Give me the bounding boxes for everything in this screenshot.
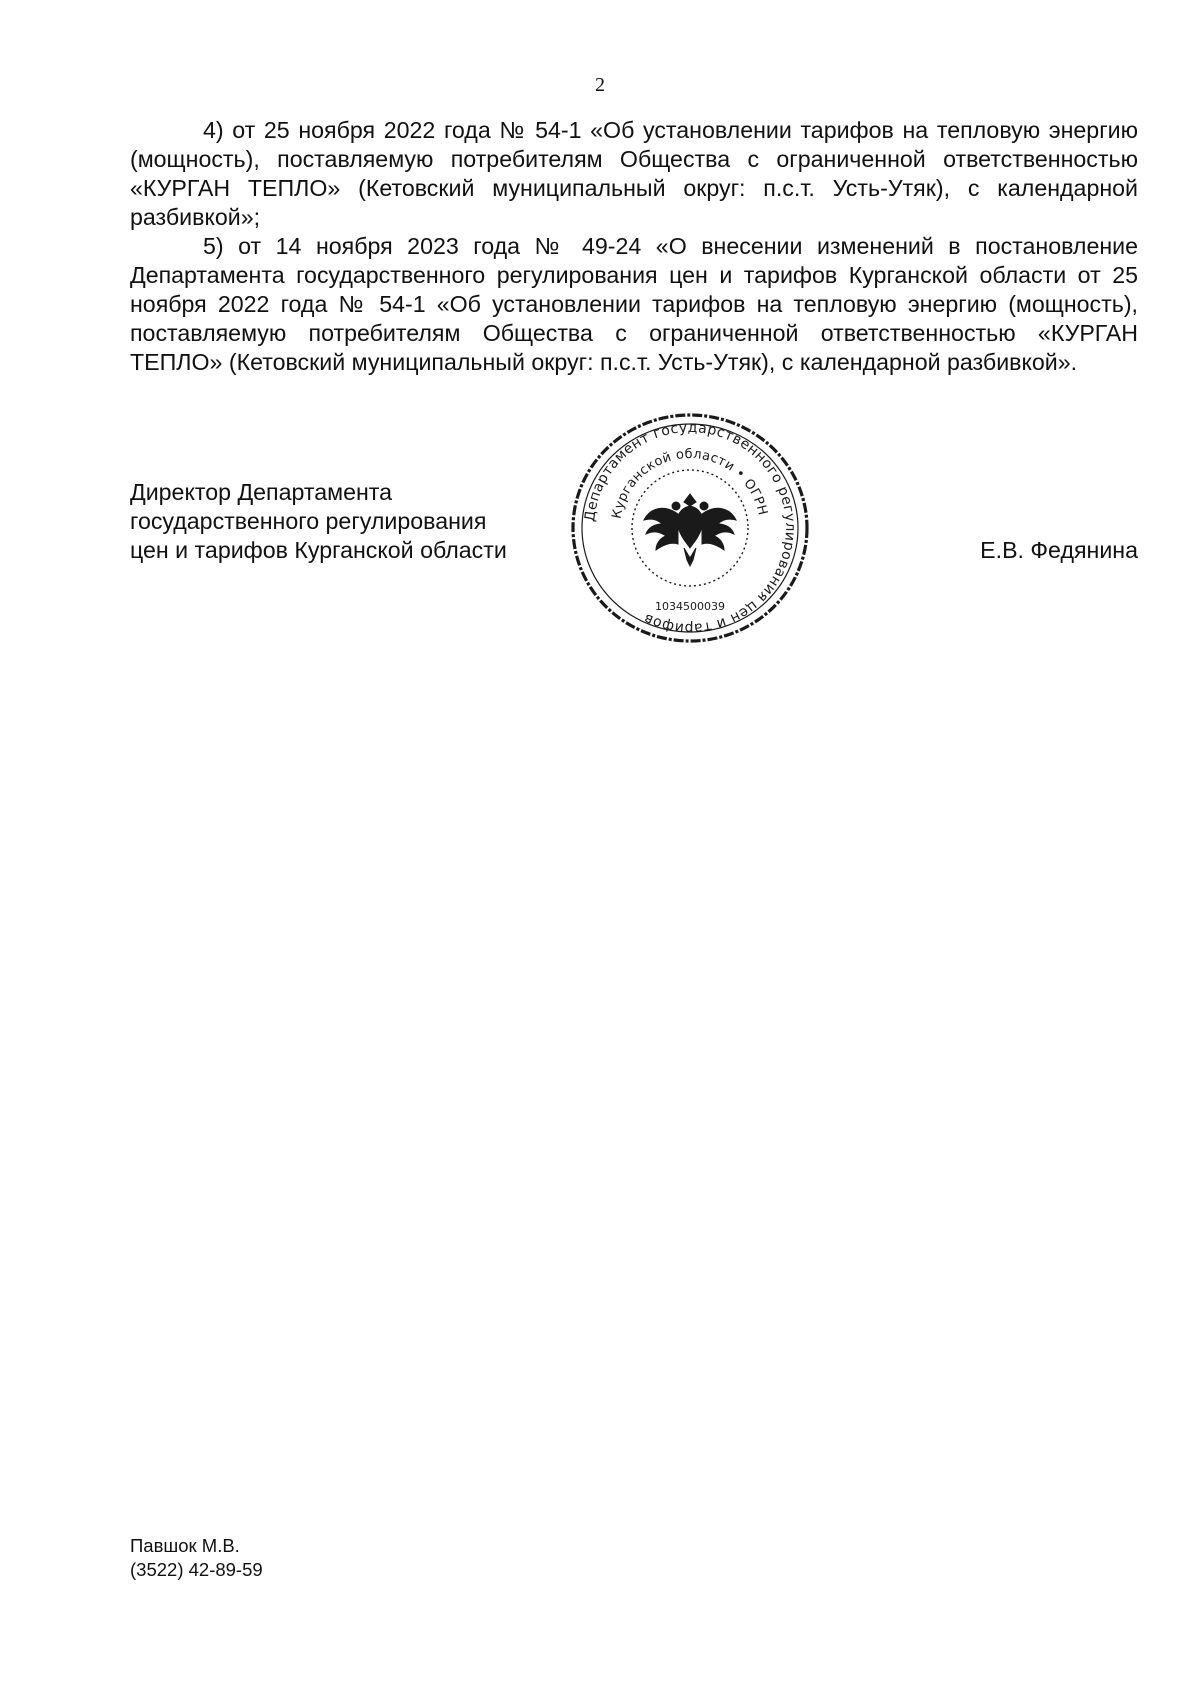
seal-inner-text: Курганской области • ОГРН: [609, 446, 770, 520]
official-seal: [568, 410, 812, 646]
position-line: цен и тарифов Курганской области: [130, 537, 507, 563]
document-body: [130, 116, 1138, 377]
executor-name: Павшок М.В.: [130, 1535, 240, 1556]
signatory-name: Е.В. Федянина: [980, 537, 1138, 563]
position-line: государственного регулирования: [130, 508, 487, 534]
paragraph-item-5: 5) от 14 ноября 2023 года № 49-24 «О внесении изменений в постановление Департамента государственного регулирования цен и тарифов Курганской области от 25 ноября 2022 года № 54-1 «Об установлении тарифов на тепловую энергию (мощность), поставляемую потребителям Общества с ограниченной ответственностью «КУРГАН ТЕПЛО» (Кетовский муниципальный округ: п.с.т. Усть-Утяк), с календарной разбивкой».: [130, 233, 1138, 375]
position-line: Директор Департамента: [130, 479, 393, 505]
executor-phone: (3522) 42-89-59: [130, 1559, 263, 1580]
seal-outer-text: Департамент государственного регулирования цен и тарифов: [582, 419, 799, 637]
paragraph-item-4: 4) от 25 ноября 2022 года № 54-1 «Об установлении тарифов на тепловую энергию (мощность), поставляемую потребителям Общества с ограниченной ответственностью «КУРГАН ТЕПЛО» (Кетовский муниципальный округ: п.с.т. Усть-Утяк), с календарной разбивкой»;: [130, 117, 1138, 230]
page-number: 2: [595, 74, 605, 96]
seal-number: 1034500039: [655, 600, 725, 613]
coat-of-arms-icon: [644, 494, 736, 566]
signature-position: [130, 478, 507, 565]
executor-info: [130, 1534, 263, 1582]
